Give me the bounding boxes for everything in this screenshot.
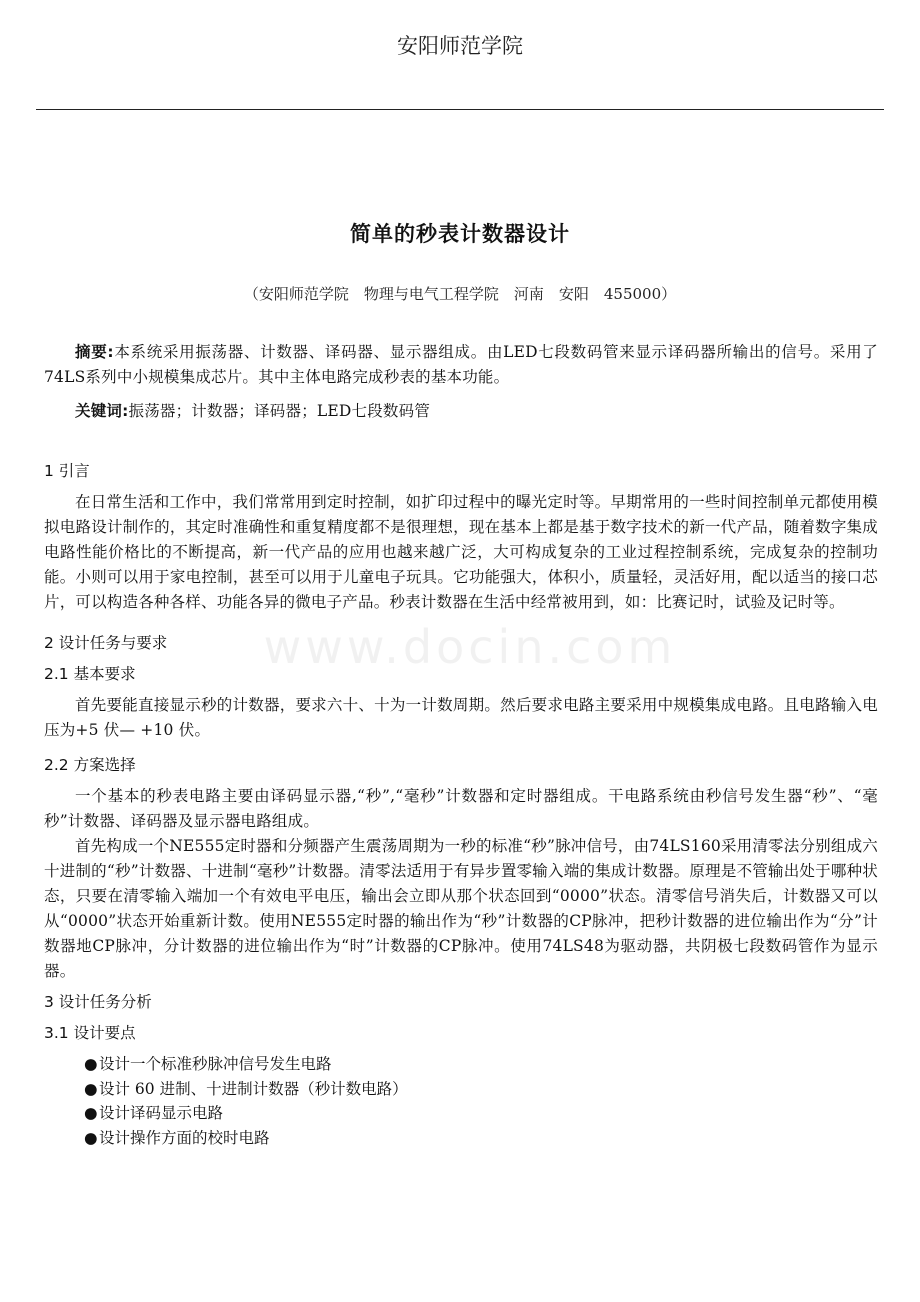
list-item: ●设计 60 进制、十进制计数器（秒计数电路） bbox=[84, 1077, 878, 1102]
keywords bbox=[44, 399, 878, 424]
bullet-icon: ● bbox=[84, 1104, 98, 1122]
spacer bbox=[44, 424, 878, 459]
section-heading-2-2: 2.2 方案选择 bbox=[44, 756, 136, 774]
section-heading-1: 1 引言 bbox=[44, 462, 90, 480]
section-2-2-paragraph-1: 一个基本的秒表电路主要由译码显示器,“秒”,“毫秒”计数器和定时器组成。干电路系统由秒信号发生器“秒”、“毫秒”计数器、译码器及显示器电路组成。 bbox=[44, 787, 878, 830]
section-heading-2: 2 设计任务与要求 bbox=[44, 634, 168, 652]
affiliation: （安阳师范学院 物理与电气工程学院 河南 安阳 455000） bbox=[243, 285, 677, 303]
section-heading-2-1: 2.1 基本要求 bbox=[44, 665, 136, 683]
design-points-list bbox=[44, 1052, 878, 1150]
section-2-1-paragraph: 首先要能直接显示秒的计数器，要求六十、十为一计数周期。然后要求电路主要采用中规模集成电路。且电路输入电压为+5 伏— +10 伏。 bbox=[44, 696, 878, 739]
section-heading-3: 3 设计任务分析 bbox=[44, 993, 152, 1011]
bullet-icon: ● bbox=[84, 1079, 98, 1098]
bullet-icon: ● bbox=[84, 1128, 98, 1147]
keywords-text: 振荡器；计数器；译码器；LED七段数码管 bbox=[128, 402, 431, 420]
watermark: www.docin.com bbox=[263, 620, 677, 674]
section-heading-3-1: 3.1 设计要点 bbox=[44, 1024, 136, 1042]
header-rule bbox=[36, 109, 884, 110]
keywords-label: 关键词: bbox=[75, 402, 129, 420]
abstract-text: 本系统采用振荡器、计数器、译码器、显示器组成。由LED七段数码管来显示译码器所输出的信号。采用了74LS系列中小规模集成芯片。其中主体电路完成秒表的基本功能。 bbox=[44, 343, 878, 386]
paper-title: 简单的秒表计数器设计 bbox=[350, 222, 570, 246]
abstract-label: 摘要: bbox=[75, 343, 114, 361]
paper-body bbox=[44, 340, 878, 1150]
bullet-icon: ● bbox=[84, 1055, 98, 1073]
page-header: 安阳师范学院 bbox=[397, 34, 523, 58]
section-1-paragraph: 在日常生活和工作中，我们常常用到定时控制，如扩印过程中的曝光定时等。早期常用的一些时间控制单元都使用模拟电路设计制作的，其定时准确性和重复精度都不是很理想，现在基本上都是基于数字技术的新一代产品，随着数字集成电路性能价格比的不断提高，新一代产品的应用也越来越广泛，大可构成复杂的工业过程控制系统，完成复杂的控制功能。小则可以用于家电控制，甚至可以用于儿童电子玩具。它功能强大，体积小，质量轻，灵活好用，配以适当的接口芯片，可以构造各种各样、功能各异的微电子产品。秒表计数器在生活中经常被用到，如：比赛记时，试验及记时等。 bbox=[44, 493, 878, 611]
abstract bbox=[44, 340, 878, 390]
list-item: ●设计操作方面的校时电路 bbox=[84, 1126, 878, 1151]
list-item: ●设计译码显示电路 bbox=[84, 1101, 878, 1126]
section-2-2-paragraph-2: 首先构成一个NE555定时器和分频器产生震荡周期为一秒的标准“秒”脉冲信号，由74LS160采用清零法分别组成六十进制的“秒”计数器、十进制“毫秒”计数器。清零法适用于有异步置零输入端的集成计数器。原理是不管输出处于哪种状态，只要在清零输入端加一个有效电平电压，输出会立即从那个状态回到“0000”状态。清零信号消失后，计数器又可以从“0000”状态开始重新计数。使用NE555定时器的输出作为“秒”计数器的CP脉冲，把秒计数器的进位输出作为“分”计数器地CP脉冲，分计数器的进位输出作为“时”计数器的CP脉冲。使用74LS48为驱动器，共阴极七段数码管作为显示器。 bbox=[44, 837, 878, 980]
list-item: ●设计一个标准秒脉冲信号发生电路 bbox=[84, 1052, 878, 1077]
